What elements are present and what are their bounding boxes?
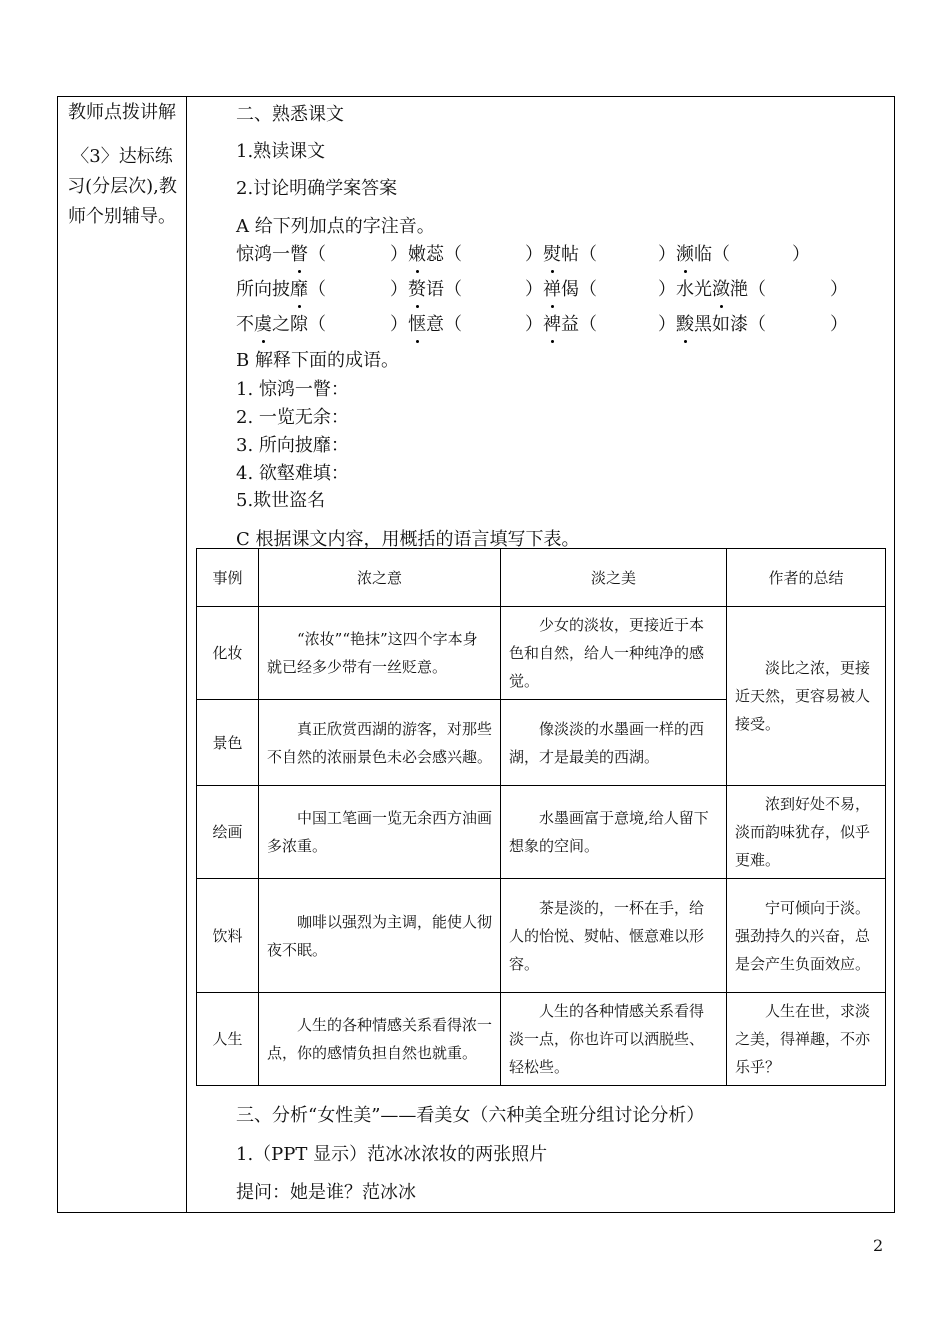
pinyin-item-prefix: 不 <box>236 314 254 335</box>
dotted-character: 濒 <box>676 244 694 265</box>
answer-blank-close: ） <box>525 244 543 265</box>
pinyin-item <box>236 240 326 266</box>
pinyin-item-suffix: （ <box>308 244 326 265</box>
idiom-item: 5.欺世盗名 <box>236 490 326 511</box>
comparison-table <box>196 548 886 1086</box>
partC-title: C 根据课文内容，用概括的语言填写下表。 <box>236 529 580 550</box>
row-nong: 咖啡以强烈为主调，能使人彻夜不眠。 <box>259 879 501 993</box>
pinyin-item-suffix: 蕊（ <box>426 244 462 265</box>
section3-item1: 1.（PPT 显示）范冰冰浓妆的两张照片 <box>236 1144 548 1165</box>
dotted-character: 虞 <box>254 314 272 335</box>
pinyin-item <box>676 275 766 301</box>
idiom-item: 4. 欲壑难填： <box>236 463 349 484</box>
header-nong: 浓之意 <box>259 549 501 607</box>
pinyin-item-suffix: 滟（ <box>730 279 766 300</box>
row-dan: 像淡淡的水墨画一样的西湖，才是最美的西湖。 <box>501 700 727 786</box>
table-row <box>197 786 886 879</box>
answer-blank-close: ） <box>658 279 676 300</box>
pinyin-item-prefix: 水光 <box>676 279 712 300</box>
pinyin-item <box>543 310 597 336</box>
answer-blank-close: ） <box>792 244 810 265</box>
idiom-item: 1. 惊鸿一瞥： <box>236 379 349 400</box>
answer-blank-close: ） <box>830 314 848 335</box>
dotted-character: 黢 <box>676 314 694 335</box>
dotted-character: 嫩 <box>408 244 426 265</box>
section3-heading: 三、分析“女性美”——看美女（六种美全班分组讨论分析） <box>236 1105 705 1126</box>
dotted-character: 裨 <box>543 314 561 335</box>
header-summary: 作者的总结 <box>727 549 886 607</box>
pinyin-item-suffix: 帖（ <box>561 244 597 265</box>
row-summary: 人生在世，求淡之美，得禅趣，不亦乐乎？ <box>727 993 886 1086</box>
answer-blank-close: ） <box>658 244 676 265</box>
row-dan: 水墨画富于意境,给人留下想象的空间。 <box>501 786 727 879</box>
pinyin-item-prefix: 惊鸿一 <box>236 244 290 265</box>
dotted-character: 赘 <box>408 279 426 300</box>
pinyin-item <box>236 310 326 336</box>
dotted-character: 瞥 <box>290 244 308 265</box>
row-summary: 浓到好处不易，淡而韵味犹存，似乎更难。 <box>727 786 886 879</box>
table-row <box>197 879 886 993</box>
row-category: 化妆 <box>197 607 259 700</box>
row-nong: 人生的各种情感关系看得浓一点，你的感情负担自然也就重。 <box>259 993 501 1086</box>
section2-item2: 2.讨论明确学案答案 <box>236 178 398 199</box>
pinyin-item <box>676 310 766 336</box>
dotted-character: 熨 <box>543 244 561 265</box>
pinyin-item <box>543 275 597 301</box>
row-nong: 中国工笔画一览无余西方油画多浓重。 <box>259 786 501 879</box>
answer-blank-close: ） <box>525 279 543 300</box>
row-category: 饮料 <box>197 879 259 993</box>
idiom-item: 3. 所向披靡： <box>236 435 349 456</box>
row-dan: 人生的各种情感关系看得淡一点，你也许可以洒脱些、轻松些。 <box>501 993 727 1086</box>
header-dan: 淡之美 <box>501 549 727 607</box>
pinyin-item <box>408 240 462 266</box>
pinyin-item <box>676 240 730 266</box>
answer-blank-close: ） <box>390 279 408 300</box>
row-dan: 少女的淡妆，更接近于本色和自然，给人一种纯净的感觉。 <box>501 607 727 700</box>
left-column <box>58 98 186 232</box>
pinyin-item <box>408 310 462 336</box>
header-example: 事例 <box>197 549 259 607</box>
table-header-row <box>197 549 886 607</box>
answer-blank-close: ） <box>658 314 676 335</box>
dotted-character: 潋 <box>712 279 730 300</box>
answer-blank-close: ） <box>830 279 848 300</box>
row-nong: “浓妆”“艳抹”这四个字本身就已经多少带有一丝贬意。 <box>259 607 501 700</box>
pinyin-item-suffix: 临（ <box>694 244 730 265</box>
row-category: 景色 <box>197 700 259 786</box>
row-category: 绘画 <box>197 786 259 879</box>
answer-blank-close: ） <box>525 314 543 335</box>
row-category: 人生 <box>197 993 259 1086</box>
section2-heading: 二、熟悉课文 <box>236 104 344 125</box>
pinyin-item-suffix: 偈（ <box>561 279 597 300</box>
partA-title: A 给下列加点的字注音。 <box>236 216 435 237</box>
teacher-guidance-label: 教师点拨讲解 <box>68 102 176 123</box>
pinyin-item <box>236 275 326 301</box>
idiom-item: 2. 一览无余： <box>236 407 349 428</box>
row-nong: 真正欣赏西湖的游客，对那些不自然的浓丽景色未必会感兴趣。 <box>259 700 501 786</box>
section3-question: 提问：她是谁？范冰冰 <box>236 1182 416 1203</box>
pinyin-item <box>543 240 597 266</box>
answer-blank-close: ） <box>390 314 408 335</box>
pinyin-item-suffix: 语（ <box>426 279 462 300</box>
pinyin-item-suffix: 之隙（ <box>272 314 326 335</box>
answer-blank-close: ） <box>390 244 408 265</box>
pinyin-item-suffix: 黑如漆（ <box>694 314 766 335</box>
page-number: 2 <box>873 1236 884 1255</box>
pinyin-item <box>408 275 462 301</box>
practice-label: 〈3〉达标练习(分层次),教师个别辅导。 <box>67 146 177 227</box>
row-dan: 茶是淡的，一杯在手，给人的怡悦、熨帖、惬意难以形容。 <box>501 879 727 993</box>
column-divider <box>186 96 187 1213</box>
pinyin-item-prefix: 所向披 <box>236 279 290 300</box>
table-row <box>197 993 886 1086</box>
table-row <box>197 607 886 700</box>
row-summary: 宁可倾向于淡。强劲持久的兴奋，总是会产生负面效应。 <box>727 879 886 993</box>
partB-title: B 解释下面的成语。 <box>236 350 399 371</box>
pinyin-item-suffix: （ <box>308 279 326 300</box>
dotted-character: 靡 <box>290 279 308 300</box>
section2-item1: 1.熟读课文 <box>236 141 326 162</box>
pinyin-item-suffix: 意（ <box>426 314 462 335</box>
pinyin-item-suffix: 益（ <box>561 314 597 335</box>
dotted-character: 禅 <box>543 279 561 300</box>
merged-summary: 淡比之浓，更接近天然，更容易被人接受。 <box>727 607 886 786</box>
dotted-character: 惬 <box>408 314 426 335</box>
